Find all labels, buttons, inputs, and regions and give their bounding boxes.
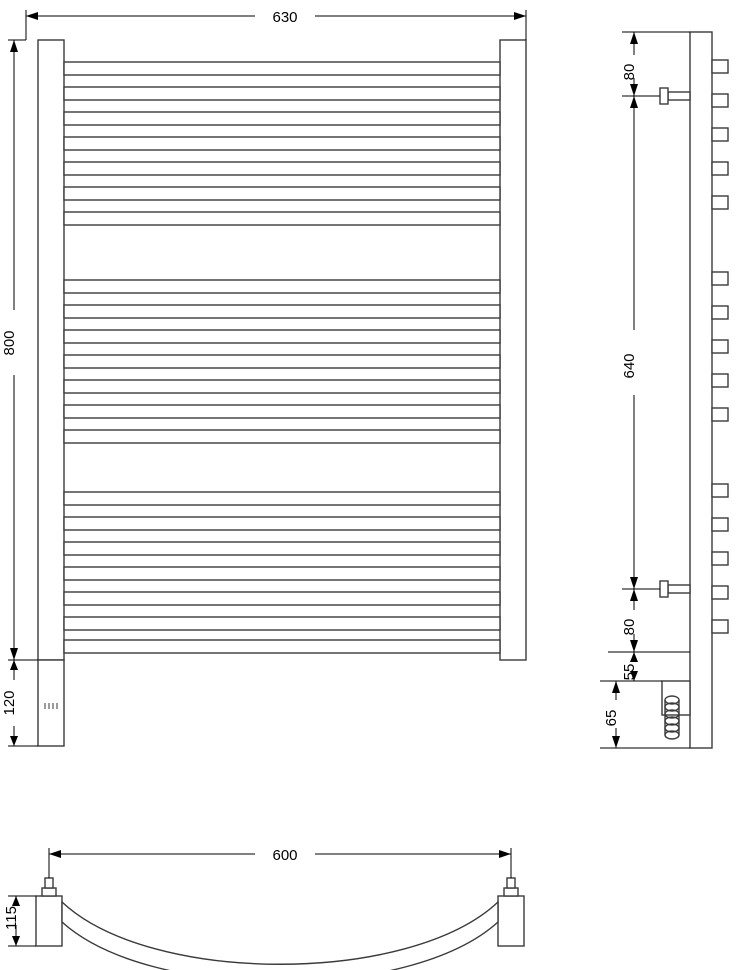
dim-800-label: 800 — [1, 330, 18, 356]
dim-80-top-label: 80 — [621, 63, 638, 81]
side-view-dimensions — [600, 32, 690, 748]
front-rails-group-2 — [64, 280, 500, 443]
plan-curved-body — [62, 902, 498, 970]
side-rail-stubs — [712, 60, 728, 633]
front-rails-group-3 — [64, 492, 500, 653]
front-left-post — [38, 40, 64, 660]
dim-630-label: 630 — [272, 9, 298, 26]
dim-115-label: 115 — [3, 906, 20, 930]
front-rails-group-1 — [64, 62, 500, 225]
dim-600-label: 600 — [272, 847, 298, 864]
plan-left-bracket — [42, 878, 56, 896]
front-right-post — [500, 40, 526, 660]
side-bracket-bottom — [660, 581, 690, 597]
front-view-group — [38, 40, 526, 746]
dim-80-bottom-label: 80 — [621, 618, 638, 636]
plan-right-block — [498, 896, 524, 946]
dim-55-label: 55 — [621, 663, 638, 681]
side-bracket-top — [660, 88, 690, 104]
side-view-group — [660, 32, 728, 748]
dim-640-label: 640 — [621, 353, 638, 379]
plan-left-block — [36, 896, 62, 946]
dim-65-label: 65 — [603, 709, 620, 727]
front-left-leg — [38, 660, 64, 746]
side-heating-coil — [665, 696, 679, 739]
side-body — [690, 32, 712, 748]
plan-right-bracket — [504, 878, 518, 896]
plan-view-group — [36, 878, 524, 970]
dim-120-label: 120 — [1, 690, 18, 716]
